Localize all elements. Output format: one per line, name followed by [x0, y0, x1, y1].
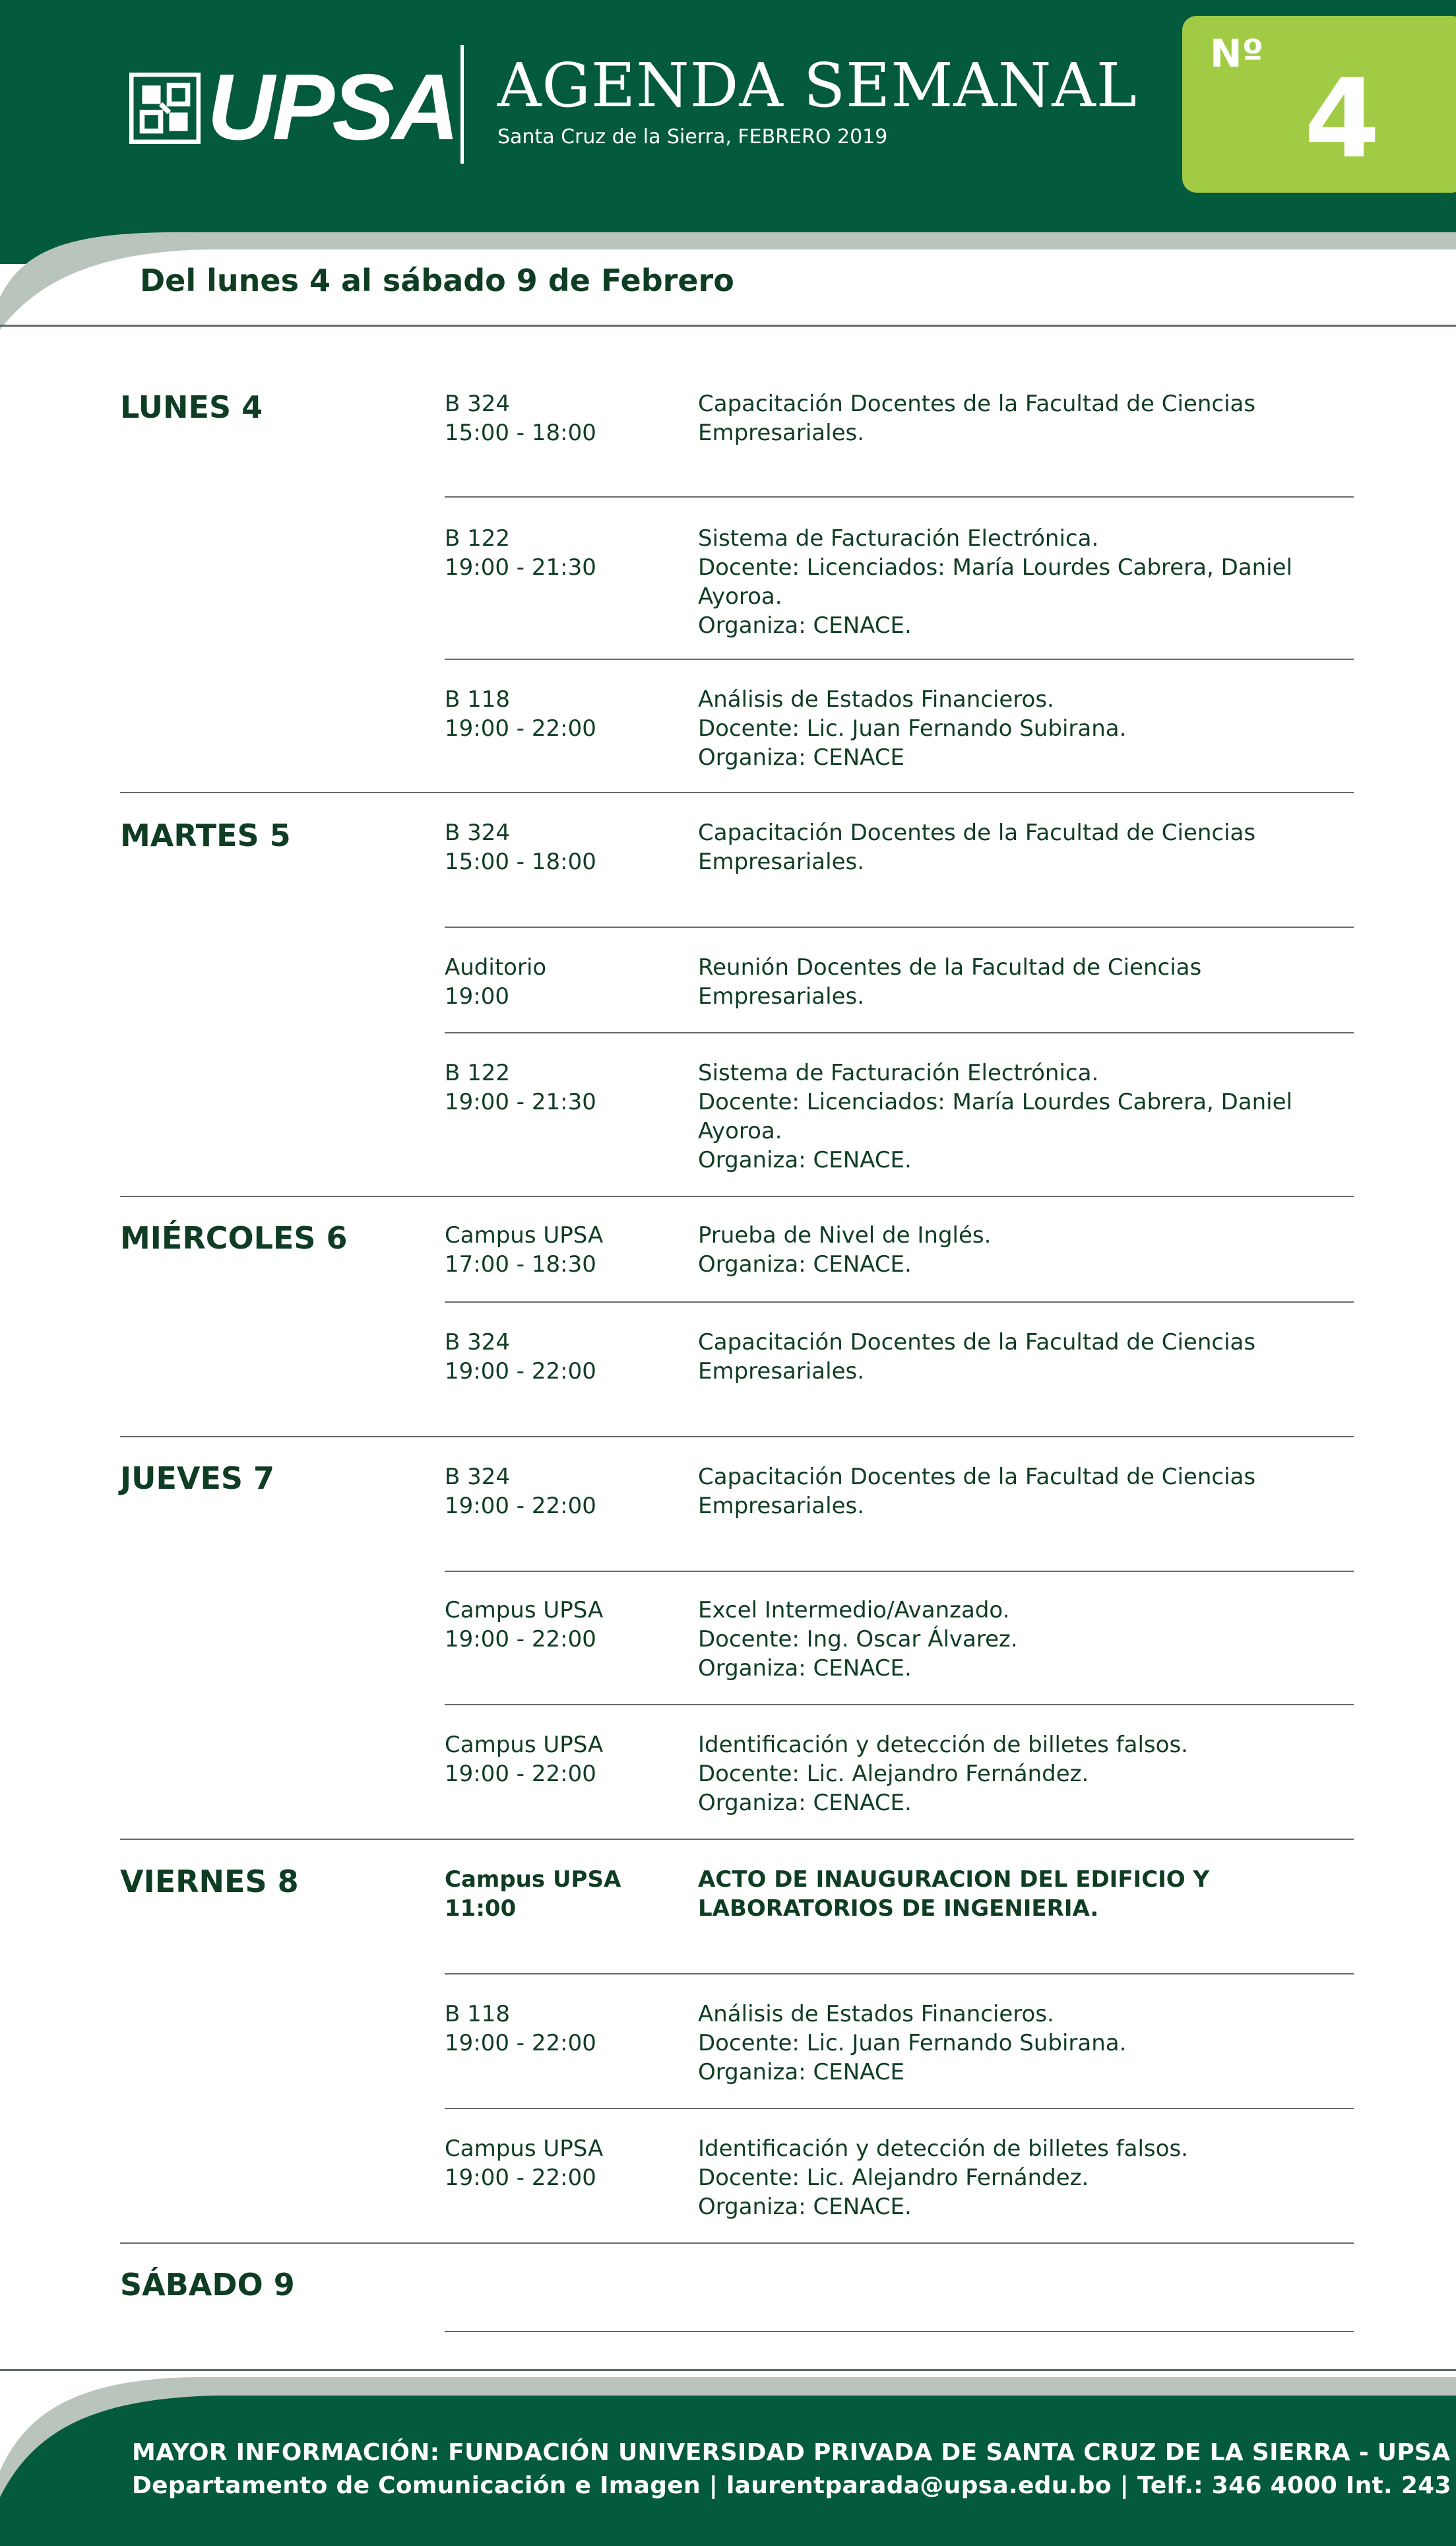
- event-description: [698, 524, 1358, 640]
- event-description: [698, 1462, 1358, 1520]
- event-location-time: [445, 1596, 682, 1654]
- event-description-line: Análisis de Estados Financieros.: [698, 2001, 1054, 2027]
- event-location: B 118: [445, 2001, 511, 2027]
- event-description: [698, 1059, 1358, 1175]
- event-description-line: Capacitación Docentes de la Facultad de Ciencias Empresariales.: [698, 820, 1256, 875]
- event-time: 19:00 - 21:30: [445, 1089, 596, 1115]
- event-description-line: Identificación y detección de billetes falsos.: [698, 1732, 1188, 1758]
- event-time: 19:00: [445, 983, 509, 1010]
- day-label: SÁBADO 9: [120, 2267, 295, 2302]
- event-description: [698, 685, 1358, 772]
- event-description-line: Docente: Lic. Alejandro Fernández.: [698, 1761, 1089, 1787]
- event-description: [698, 1221, 1358, 1279]
- row-divider: [120, 2242, 1354, 2244]
- row-divider: [445, 1301, 1354, 1303]
- row-divider: [445, 1571, 1354, 1572]
- day-label: VIERNES 8: [120, 1864, 299, 1899]
- day-label: MIÉRCOLES 6: [120, 1220, 348, 1256]
- row-divider: [120, 1196, 1354, 1197]
- event-location: B 324: [445, 1464, 511, 1490]
- page-subtitle: Santa Cruz de la Sierra, FEBRERO 2019: [497, 125, 888, 148]
- event-location: Campus UPSA: [445, 1866, 621, 1893]
- event-description-line: Docente: Ing. Oscar Álvarez.: [698, 1626, 1018, 1652]
- event-location-time: [445, 1730, 682, 1788]
- event-location-time: [445, 685, 682, 743]
- event-time: 19:00 - 21:30: [445, 554, 596, 581]
- event-time: 19:00 - 22:00: [445, 1626, 596, 1652]
- event-location-time: [445, 1462, 682, 1520]
- event-description: [698, 953, 1358, 1011]
- event-location-time: [445, 818, 682, 876]
- footer-contact-title: MAYOR INFORMACIÓN: FUNDACIÓN UNIVERSIDAD PRIVADA DE SANTA CRUZ DE LA SIERRA - UPSA: [132, 2439, 1451, 2466]
- event-location: Campus UPSA: [445, 1732, 604, 1758]
- event-description-line: Docente: Lic. Juan Fernando Subirana.: [698, 715, 1127, 742]
- event-description: [698, 1328, 1358, 1386]
- event-description-line: Análisis de Estados Financieros.: [698, 686, 1054, 713]
- row-divider: [445, 927, 1354, 928]
- day-label: JUEVES 7: [120, 1460, 275, 1496]
- event-description-line: Identificación y detección de billetes falsos.: [698, 2136, 1188, 2162]
- event-location-time: [445, 1221, 682, 1279]
- event-description-line: Organiza: CENACE.: [698, 2194, 912, 2220]
- day-label: LUNES 4: [120, 389, 263, 425]
- event-description-line: Reunión Docentes de la Facultad de Ciencias Empresariales.: [698, 954, 1202, 1010]
- event-description-line: Capacitación Docentes de la Facultad de Ciencias Empresariales.: [698, 391, 1256, 446]
- event-location: B 324: [445, 820, 511, 846]
- event-location-time: [445, 1059, 682, 1117]
- event-description-line: Docente: Lic. Alejandro Fernández.: [698, 2165, 1089, 2191]
- event-time: 19:00 - 22:00: [445, 715, 596, 742]
- event-time: 19:00 - 22:00: [445, 2165, 596, 2191]
- event-description-line: Organiza: CENACE: [698, 2059, 905, 2085]
- event-time: 15:00 - 18:00: [445, 849, 596, 875]
- event-description-line: Organiza: CENACE: [698, 744, 905, 771]
- row-divider: [445, 1032, 1354, 1033]
- event-description: [698, 1730, 1358, 1817]
- event-description-line: Excel Intermedio/Avanzado.: [698, 1597, 1010, 1623]
- event-location-time: [445, 524, 682, 582]
- row-divider: [120, 1436, 1354, 1437]
- event-description-line: Sistema de Facturación Electrónica.: [698, 1060, 1099, 1086]
- event-time: 19:00 - 22:00: [445, 2030, 596, 2056]
- event-description: [698, 1596, 1358, 1683]
- event-location: Campus UPSA: [445, 1222, 604, 1249]
- event-description-line: Capacitación Docentes de la Facultad de Ciencias Empresariales.: [698, 1464, 1256, 1519]
- row-divider: [445, 2108, 1354, 2109]
- event-time: 11:00: [445, 1895, 517, 1922]
- footer-divider: [0, 2369, 1456, 2371]
- event-location: B 118: [445, 686, 511, 713]
- event-time: 15:00 - 18:00: [445, 420, 596, 446]
- row-divider: [445, 1704, 1354, 1705]
- event-location: Campus UPSA: [445, 2136, 604, 2162]
- event-description-line: Organiza: CENACE.: [698, 1655, 912, 1681]
- event-description: [698, 2134, 1358, 2221]
- row-divider: [120, 1839, 1354, 1840]
- event-time: 19:00 - 22:00: [445, 1358, 596, 1385]
- event-description-line: Organiza: CENACE.: [698, 1147, 912, 1173]
- event-description-line: Capacitación Docentes de la Facultad de Ciencias Empresariales.: [698, 1329, 1256, 1385]
- event-description-line: Organiza: CENACE.: [698, 1251, 912, 1278]
- event-location-time: [445, 1865, 682, 1923]
- event-description: [698, 1865, 1358, 1923]
- footer-contact-details: Departamento de Comunicación e Imagen | laurentparada@upsa.edu.bo | Telf.: 346 4000 Int. 243: [132, 2472, 1451, 2499]
- event-location: Campus UPSA: [445, 1597, 604, 1623]
- row-divider: [445, 1973, 1354, 1975]
- logo-text: UPSA: [207, 55, 457, 160]
- event-location: B 324: [445, 391, 511, 417]
- row-divider: [445, 496, 1354, 498]
- row-divider: [445, 659, 1354, 660]
- row-divider: [445, 2331, 1354, 2332]
- event-description: [698, 2000, 1358, 2087]
- event-location: Auditorio: [445, 954, 547, 981]
- event-time: 17:00 - 18:30: [445, 1251, 596, 1278]
- event-description-line: Organiza: CENACE.: [698, 1790, 912, 1816]
- issue-number-label: Nº: [1210, 31, 1264, 76]
- event-location-time: [445, 953, 682, 1011]
- event-description-line: Docente: Lic. Juan Fernando Subirana.: [698, 2030, 1127, 2056]
- event-location: B 122: [445, 1060, 511, 1086]
- event-description: [698, 389, 1358, 447]
- event-description-line: Docente: Licenciados: María Lourdes Cabrera, Daniel Ayoroa.: [698, 554, 1292, 610]
- event-location-time: [445, 2134, 682, 2192]
- event-time: 19:00 - 22:00: [445, 1493, 596, 1519]
- event-location-time: [445, 389, 682, 447]
- day-label: MARTES 5: [120, 818, 291, 853]
- event-description: [698, 818, 1358, 876]
- event-description-line: ACTO DE INAUGURACION DEL EDIFICIO Y LABORATORIOS DE INGENIERIA.: [698, 1866, 1210, 1922]
- event-location-time: [445, 2000, 682, 2058]
- event-location: B 324: [445, 1329, 511, 1355]
- event-location-time: [445, 1328, 682, 1386]
- page-title: AGENDA SEMANAL: [497, 50, 1137, 121]
- issue-number-value: 4: [1304, 55, 1380, 182]
- week-period: Del lunes 4 al sábado 9 de Febrero: [140, 263, 734, 298]
- event-description-line: Prueba de Nivel de Inglés.: [698, 1222, 992, 1249]
- event-description-line: Organiza: CENACE.: [698, 612, 912, 639]
- event-location: B 122: [445, 525, 511, 552]
- event-description-line: Docente: Licenciados: María Lourdes Cabrera, Daniel Ayoroa.: [698, 1089, 1292, 1144]
- event-time: 19:00 - 22:00: [445, 1761, 596, 1787]
- event-description-line: Sistema de Facturación Electrónica.: [698, 525, 1099, 552]
- row-divider: [120, 792, 1354, 793]
